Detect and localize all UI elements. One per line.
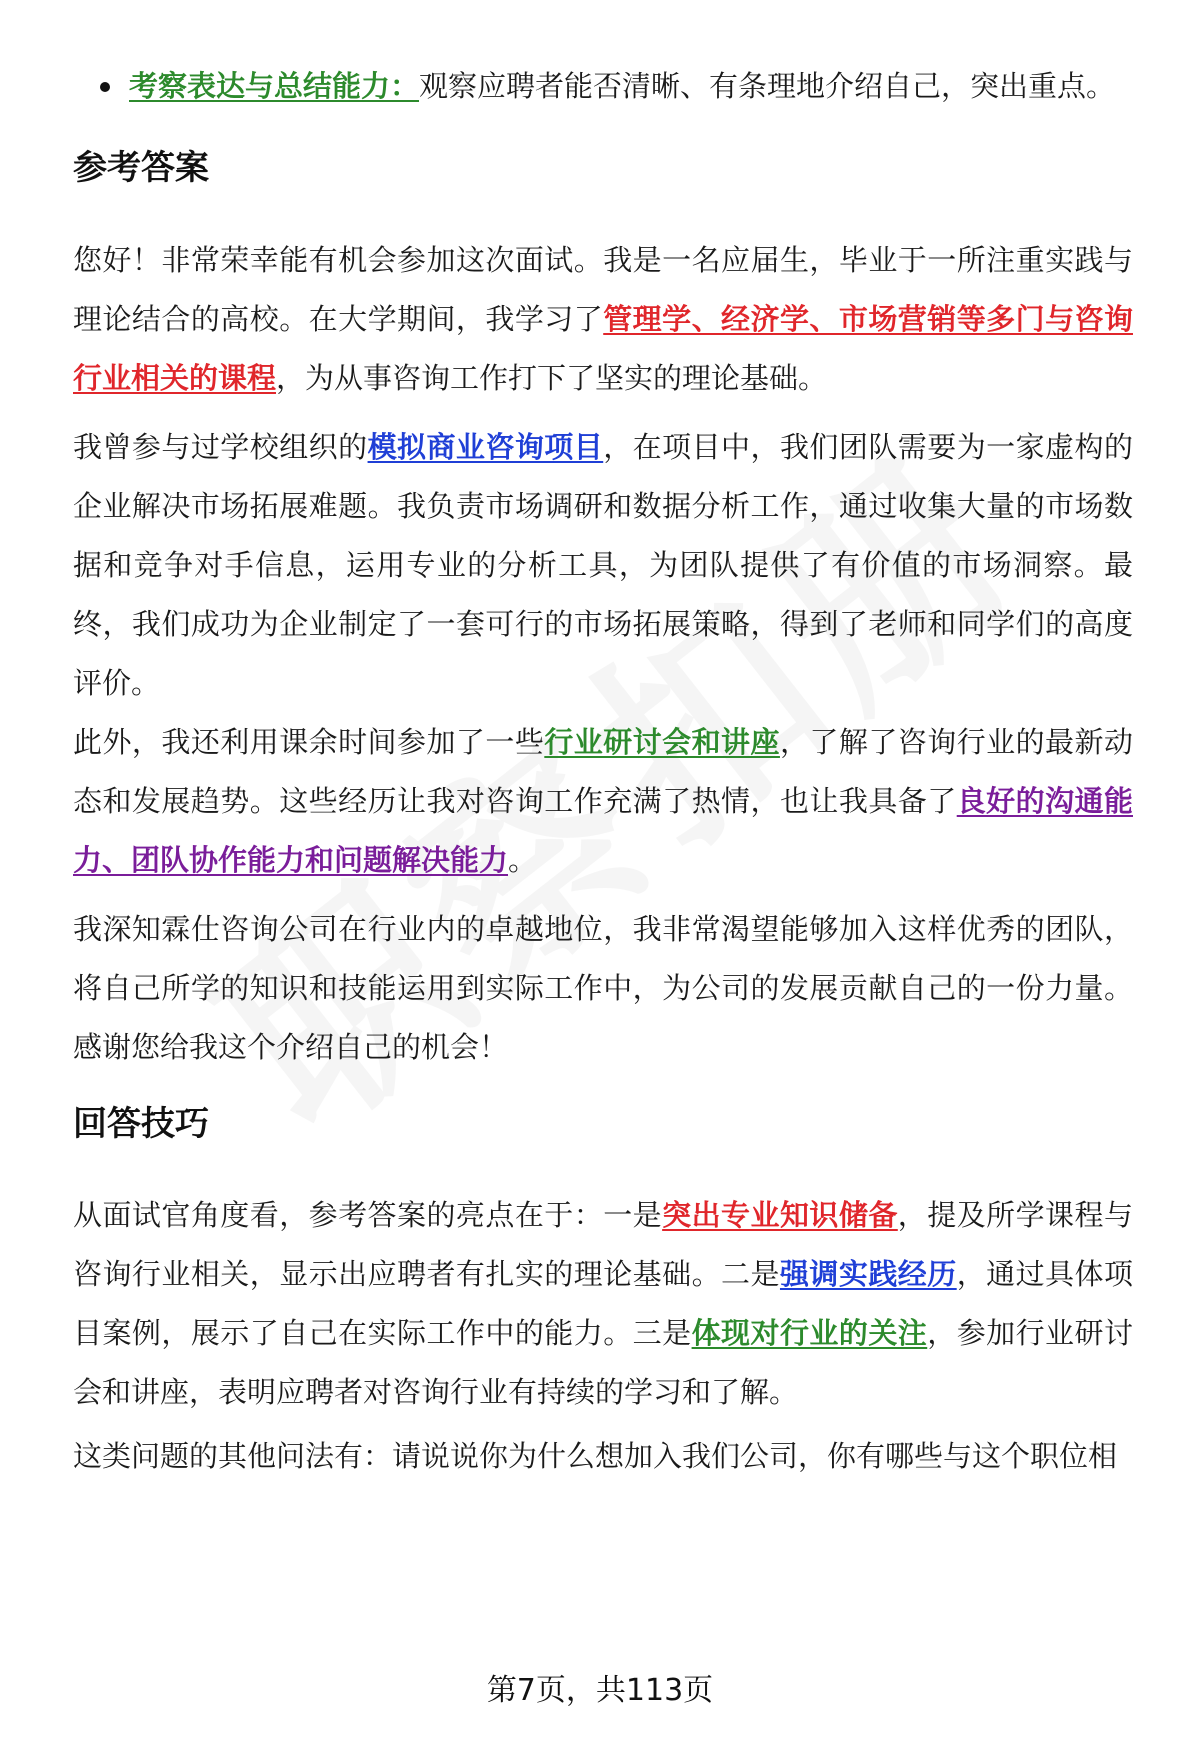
para5-text-3: ，通过具体项目案例，展示了自己在实际工作中的能力。三是 (73, 1257, 1133, 1350)
paragraph-closing: 我深知霖仕咨询公司在行业内的卓越地位，我非常渴望能够加入这样优秀的团队，将自己所学的知识和技能运用到实际工作中，为公司的发展贡献自己的一份力量。感谢您给我这个介绍自己的机会！ (73, 912, 1133, 1064)
paragraph-intro (73, 231, 1133, 408)
para5-highlight-industry: 体现对行业的关注 (691, 1316, 928, 1350)
bullet-item (95, 64, 1135, 108)
page-number: 第7页，共113页 (486, 1673, 714, 1708)
para5-text-1: 从面试官角度看，参考答案的亮点在于：一是 (73, 1198, 663, 1232)
para1-text-2: ，为从事咨询工作打下了坚实的理论基础。 (276, 361, 828, 395)
para3-highlight-seminars: 行业研讨会和讲座 (544, 725, 780, 759)
para1-highlight-courses: 管理学、经济学、市场营销等多门与咨询行业相关的课程 (73, 302, 1133, 395)
para3-highlight-abilities: 良好的沟通能力、团队协作能力和问题解决能力 (73, 784, 1133, 877)
bullet-dot-icon (100, 82, 110, 92)
paragraph-project (73, 418, 1133, 713)
para5-highlight-knowledge: 突出专业知识储备 (662, 1198, 898, 1232)
bullet-text (129, 64, 1135, 108)
para2-text-1: 我曾参与过学校组织的 (73, 430, 368, 464)
para5-highlight-practice: 强调实践经历 (779, 1257, 957, 1291)
para3-text-3: 。 (508, 843, 538, 877)
para3-text-1: 此外，我还利用课余时间参加了一些 (73, 725, 545, 759)
paragraph-other-questions: 这类问题的其他问法有：请说说你为什么想加入我们公司，你有哪些与这个职位相 (73, 1439, 1118, 1473)
bullet-body: 观察应聘者能否清晰、有条理地介绍自己，突出重点。 (419, 69, 1116, 103)
para5-text-2: ，提及所学课程与咨询行业相关，显示出应聘者有扎实的理论基础。二是 (73, 1198, 1133, 1291)
paragraph-seminars (73, 713, 1133, 890)
para5-text-4: ，参加行业研讨会和讲座，表明应聘者对咨询行业有持续的学习和了解。 (73, 1316, 1133, 1409)
section-title-reference-answer: 参考答案 (73, 148, 209, 188)
paragraph-tips (73, 1186, 1133, 1422)
para2-text-2: ，在项目中，我们团队需要为一家虚构的企业解决市场拓展难题。我负责市场调研和数据分析工作，通过收集大量的市场数据和竞争对手信息，运用专业的分析工具，为团队提供了有价值的市场洞察。最终，我们成功为企业制定了一套可行的市场拓展策略，得到了老师和同学们的高度评价。 (73, 430, 1133, 700)
section-title-answer-tips: 回答技巧 (73, 1104, 209, 1144)
para2-highlight-project: 模拟商业咨询项目 (367, 430, 604, 464)
para1-text-1: 您好！非常荣幸能有机会参加这次面试。我是一名应届生，毕业于一所注重实践与理论结合的高校。在大学期间，我学习了 (73, 243, 1133, 336)
para3-text-2: ，了解了咨询行业的最新动态和发展趋势。这些经历让我对咨询工作充满了热情，也让我具备了 (73, 725, 1133, 818)
bullet-highlight: 考察表达与总结能力： (129, 69, 420, 103)
